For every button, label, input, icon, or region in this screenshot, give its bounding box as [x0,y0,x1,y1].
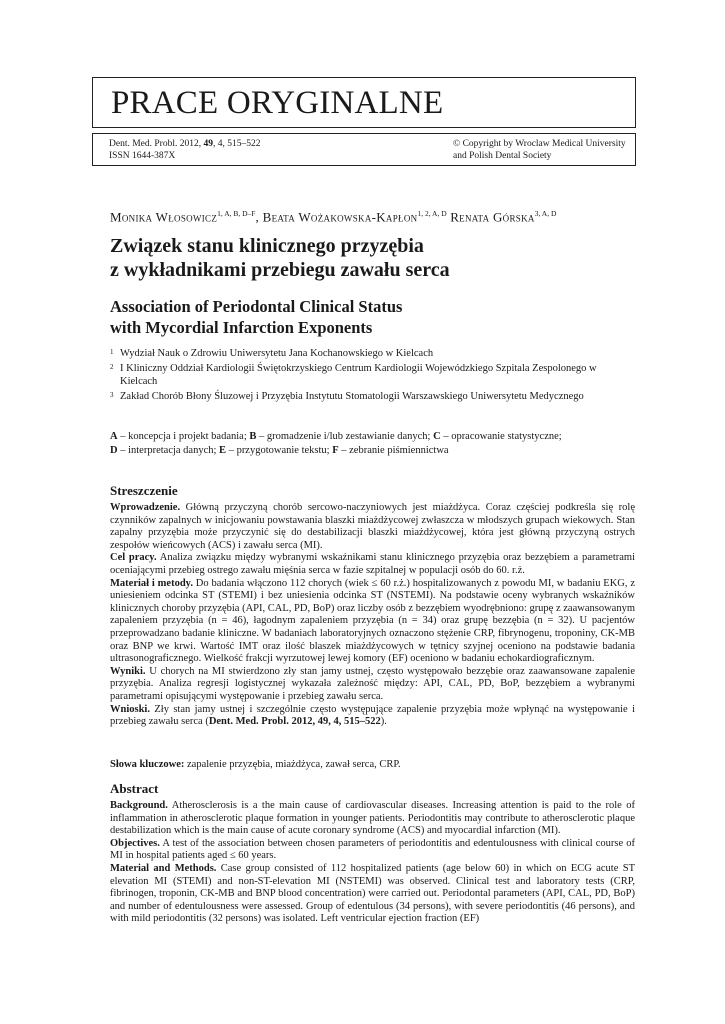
summary-results: Wyniki. U chorych na MI stwierdzono zły stan jamy ustnej, często występowało bezzębie oraz zaawansowane zapalenie przyzębia. Analiza regresji logistycznej wykazała zależność między: API, CAL, PD, BoP, bezzębiem a wybranymi parametrami opisującymi występowanie i przebieg zawału serca. [110,665,635,702]
issn-line: ISSN 1644-387X [109,151,176,161]
contributions-line-2: D – interpretacja danych; E – przygotowanie tekstu; F – zebranie piśmiennictwa [110,445,449,456]
abstract-methods: Material and Methods. Case group consisted of 112 hospitalized patients (age below 60) in which on ECG acute ST elevation MI (STEMI) and non-ST-elevation MI (NSTEMI) was observed. Clinical test and laboratory tests (CRP, fibrinogen, troponin, CK-MB and BNP blood concentration) were carried out. Periodontal parameters (API, CAL, PD, BoP) and number of edentulousness were assessed. Group of edentulous (34 persons), with severe periodontitis (46 persons), and with mild periodontitis (32 persons) was isolated. Left ventricular ejection fraction (EF) [110,862,635,925]
section-heading: Abstract [110,781,159,796]
summary-conclusions: Wnioski. Zły stan jamy ustnej i szczególnie często występujące zapalenie przyzębia może wpłynąć na występowanie i przebieg zawału serca (Dent. Med. Probl. 2012, 49, 4, 515–522). [110,703,635,728]
author-name: Renata Górska [450,209,535,225]
section-heading: Streszczenie [110,483,178,498]
abstract-english-section [110,781,635,926]
affiliation-item [110,390,635,404]
author-affiliation-sup: 1, A, B, D–F [217,209,256,218]
affiliation-list [110,347,635,403]
author-affiliation-sup: 1, 2, A, D [417,209,447,218]
author-name: Beata Wożakowska-Kapłon [262,209,418,225]
keywords-text: zapalenie przyzębia, miażdżyca, zawał serca, CRP. [184,759,401,770]
author-list: Monika Włosowicz$^{1, A, B, D-F}$, Beata Wożakowska-Kapłon$^{1, 2, A, D}$ Renata Górska$^{3, A, D}$ [110,209,557,225]
abstract-background: Background. Atherosclerosis is a the main cause of cardiovascular diseases. Increasing attention is paid to the role of inflammation in atherosclerotic plaque formation in younger patients. Periodontitis may contribute to atherosclerotic plaque destabilization which is the main cause of acute coronary syndrome (ACS) and myocardial infarction (MI). [110,800,635,837]
citation-line: Dent. Med. Probl. 2012, 49, 4, 515–522 [109,139,261,149]
affiliation-text: I Kliniczny Oddział Kardiologii Świętokrzyskiego Centrum Kardiologii Wojewódzkiego Szpitala Zespolonego w Kielcach [120,362,597,387]
affiliation-item [110,347,635,361]
keywords [110,758,635,771]
keywords-label: Słowa kluczowe: [110,759,185,770]
affiliation-number: 3 [110,390,114,399]
copyright-line-1: © Copyright by Wroclaw Medical University [453,139,626,149]
title-english: Association of Periodontal Clinical Status with Mycordial Infarction Exponents [110,297,403,337]
copyright-info [453,138,626,162]
affiliation-text: Zakład Chorób Błony Śluzowej i Przyzębia Instytutu Stomatologii Warszawskiego Uniwersytetu Medycznego [120,390,584,402]
author-affiliation-sup: 3, A, D [534,209,557,218]
affiliation-number: 1 [110,348,114,356]
author-name: Monika Włosowicz [110,209,218,225]
summary-aim: Cel pracy. Analiza związku między wybranymi wskaźnikami stanu klinicznego przyzębia oraz bezzębiem a parametrami oceniającymi przebieg ostrego zawału mięśnia serca w fazie szpitalnej w populacji osób do 60. r.ż. [110,552,635,576]
section-header-box [92,77,636,128]
copyright-line-2: and Polish Dental Society [453,151,552,161]
summary-polish-section [110,483,635,729]
title-polish: Związek stanu klinicznego przyzębia z wykładnikami przebiegu zawału serca [110,235,450,281]
abstract-objectives: Objectives. A test of the association between chosen parameters of periodontitis and edentulousness with clinical course of MI in hospital patients aged ≤ 60 years. [110,837,635,862]
affiliation-item [110,362,635,389]
contributions-line-1: A – koncepcja i projekt badania; B – gromadzenie i/lub zestawianie danych; C – opracowanie statystyczne; [110,431,562,442]
citation-box [92,133,636,166]
section-title: PRACE ORYGINALNE [111,85,444,121]
summary-methods: Materiał i metody. Do badania włączono 112 chorych (wiek ≤ 60 r.ż.) hospitalizowanych z powodu MI, w badaniu EKG, z uniesieniem odcinka ST (STEMI) i bez uniesienia odcinka ST (NSTEMI). Na podstawie oceny wybranych wskaźników klinicznych choroby przyzębia (API, CAL, PD, BoP) oraz liczby osób z bezzębiem wyodrębniono: grupę z zaawansowanym zapaleniem przyzębia (n = 46), łagodnym zapaleniem przyzębia (n = 34) oraz grupę bezzębia (n = 32). U pacjentów przeprowadzano badanie kliniczne. W badaniach laboratoryjnych oznaczono stężenie CRP, fibrynogenu, troponiny, CK-MB oraz BNP we krwi. Wartość IMT oraz ilość blaszek miażdżycowych w tętnicy szyjnej oceniono na podstawie badania ultrasonograficznego. Wielkość frakcji wyrzutowej lewej komory (EF) oceniono w badaniu echokardiograficznym. [110,577,635,665]
affiliation-number: 2 [110,362,114,371]
author-contributions [110,430,635,458]
affiliation-text: Wydział Nauk o Zdrowiu Uniwersytetu Jana Kochanowskiego w Kielcach [120,348,434,359]
citation-volume: 49 [203,139,213,149]
summary-introduction: Wprowadzenie. Główną przyczyną chorób sercowo-naczyniowych jest miażdżyca. Coraz częściej podkreśla się rolę czynników zapalnych w inicjowaniu powstawania blaszki miażdżycowej zwłaszcza w młodszych grupach wiekowych. Stan zapalny przyzębia może przyczynić się do destabilizacji blaszki miażdżycowej, która jest główną przyczyną ostrych zespołów wieńcowych (ACS) i zawału serca (MI). [110,502,635,551]
citation-info [109,138,260,162]
